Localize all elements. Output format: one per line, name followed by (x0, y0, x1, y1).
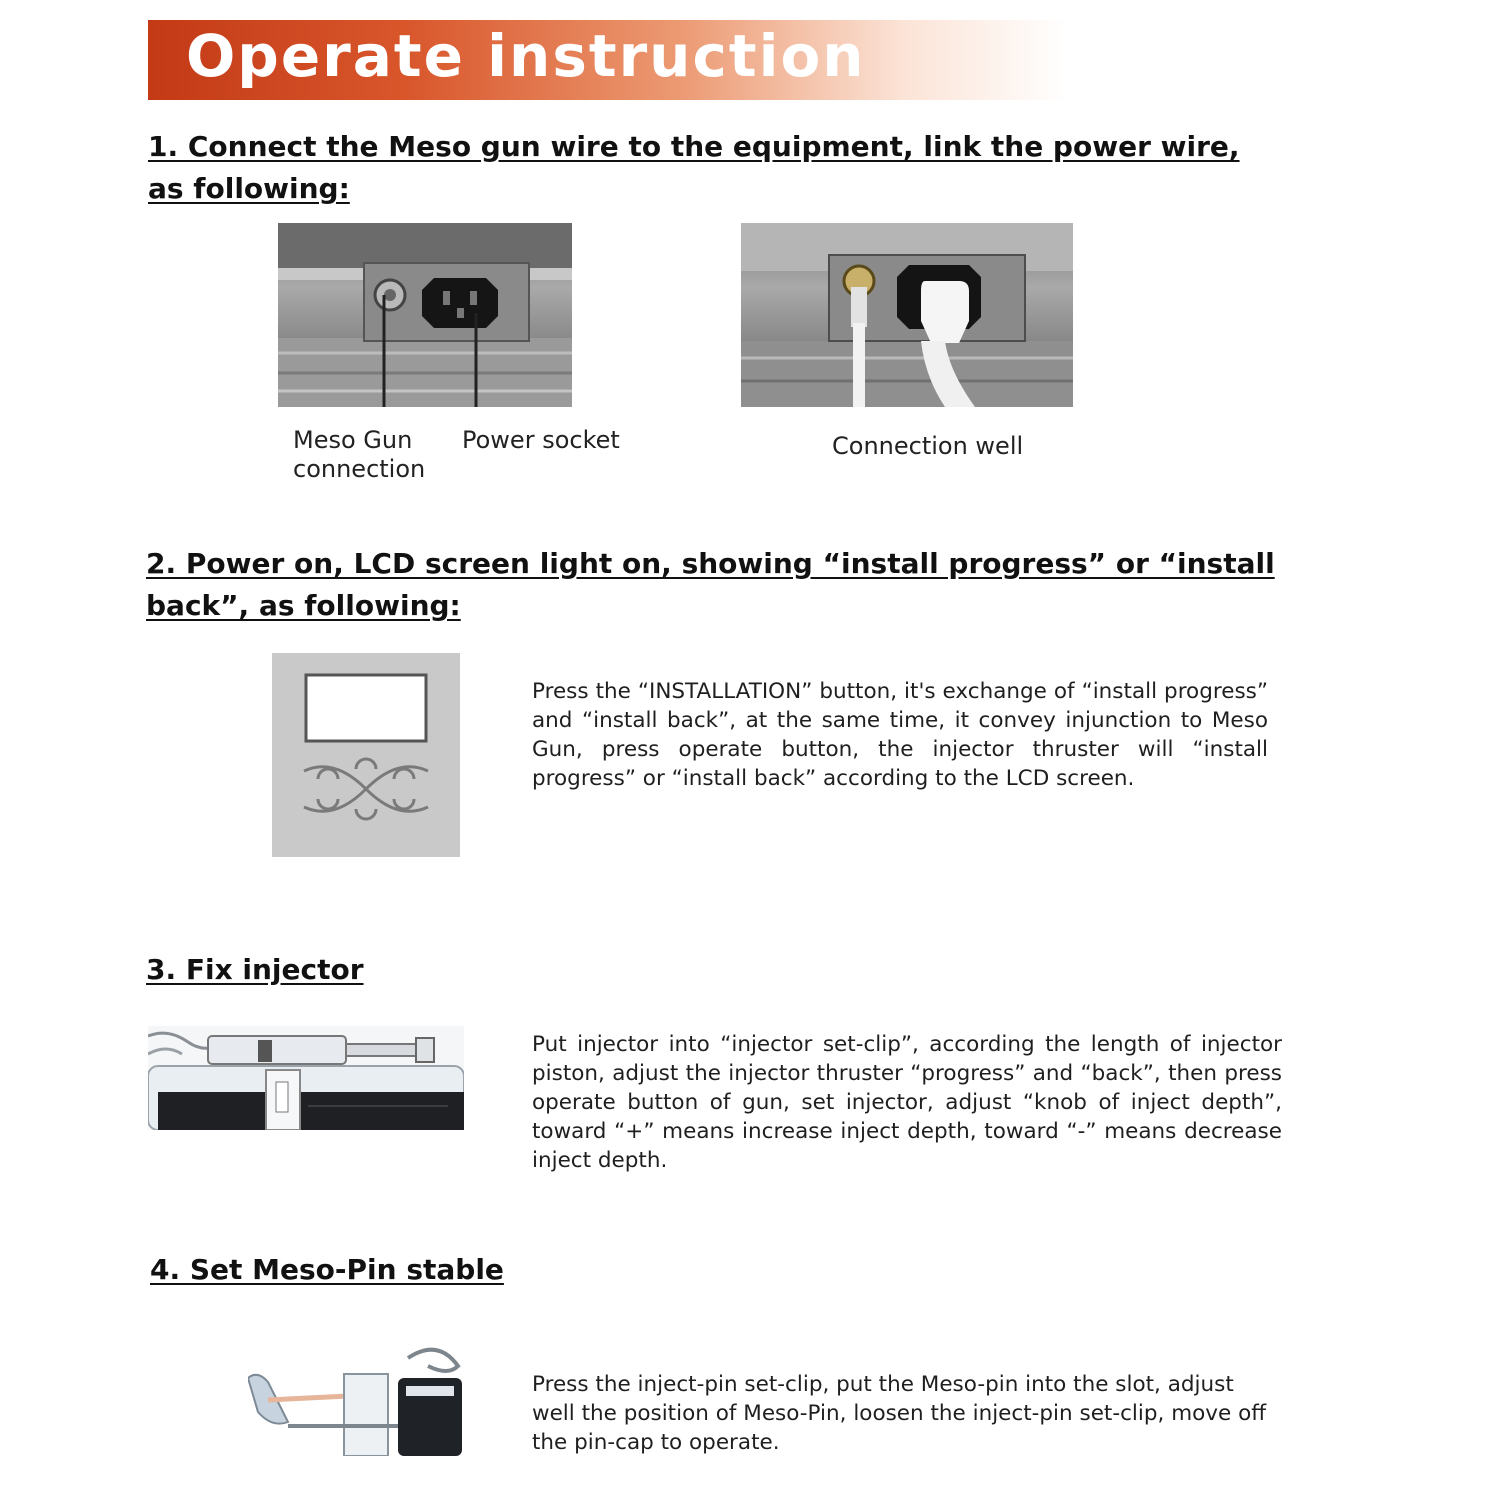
meso-gun-connection-label-line1: Meso Gun (293, 426, 413, 454)
lcd-panel-drawing (272, 653, 460, 857)
connected-cables-illustration (741, 223, 1073, 407)
lcd-panel-illustration (272, 653, 460, 857)
injector-clip-illustration (148, 1026, 464, 1130)
step4-heading: 4. Set Meso-Pin stable (150, 1253, 504, 1286)
device-ports-photo (278, 223, 572, 407)
step2-heading-line1: 2. Power on, LCD screen light on, showing “install progress” or “install (146, 547, 1275, 580)
meso-gun-connection-label-line2: connection (293, 455, 426, 483)
step3-heading: 3. Fix injector (146, 953, 364, 986)
meso-pin-illustration (248, 1338, 462, 1456)
step3-description: Put injector into “injector set-clip”, according the length of injector piston, adjust the injector thruster “progress” and “back”, then press operate button of gun, set injector, adjust “knob of inject depth”, toward “+” means increase inject depth, toward “-” means decrease inject depth. (532, 1032, 1282, 1173)
step2-description: Press the “INSTALLATION” button, it's exchange of “install progress” and “install back”, at the same time, it convey injunction to Meso Gun, press operate button, the injector thruster will “install progress” or “install back” according to the LCD screen. (532, 679, 1268, 791)
connection-well-label: Connection well (832, 432, 1024, 460)
step2-heading-line2: back”, as following: (146, 589, 461, 622)
device-ports-illustration (278, 223, 572, 407)
connected-cables-photo (741, 223, 1073, 407)
title-banner (148, 20, 1068, 100)
injector-clip-photo (148, 1026, 464, 1130)
step1-heading-line1: 1. Connect the Meso gun wire to the equipment, link the power wire, (148, 130, 1240, 163)
step4-description: Press the inject-pin set-clip, put the Meso-pin into the slot, adjust well the position of Meso-Pin, loosen the inject-pin set-clip, move off the pin-cap to operate. (532, 1372, 1267, 1455)
meso-pin-photo (248, 1338, 462, 1456)
power-socket-label: Power socket (462, 426, 620, 454)
page-title: Operate instruction (186, 22, 866, 90)
step1-heading-line2: as following: (148, 172, 350, 205)
